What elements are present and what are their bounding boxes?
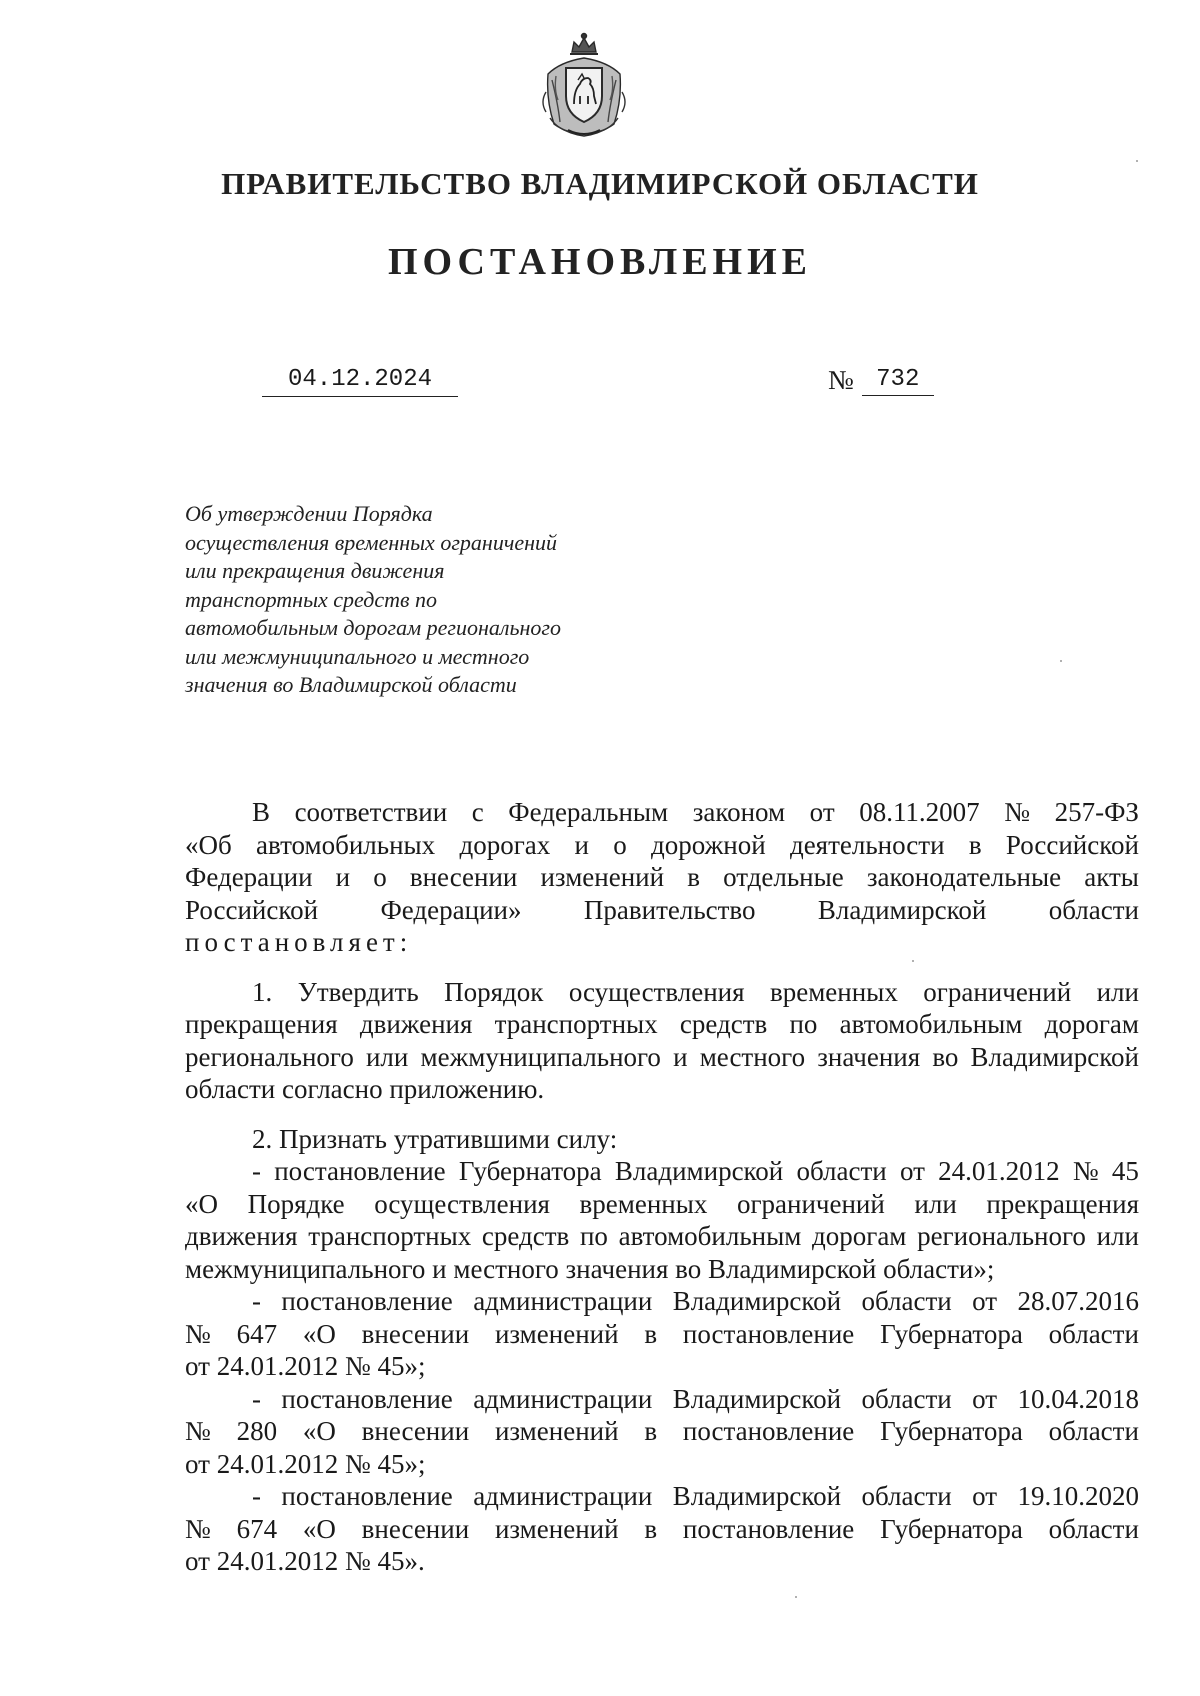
paragraph-line: В соответствии с Федеральным законом от 08.11.2007 № 257-ФЗ xyxy=(252,797,1139,827)
subject-line: автомобильным дорогам регионального xyxy=(185,615,561,640)
paragraph-line: № 674 «О внесении изменений в постановление Губернатора области xyxy=(185,1513,1139,1544)
number-sign: № xyxy=(828,365,854,395)
paragraph-line: «Об автомобильных дорогах и о дорожной деятельности в Российской xyxy=(185,829,1139,860)
number-value: 732 xyxy=(862,365,934,396)
item-2-paragraph xyxy=(185,1123,1139,1578)
subject-line: или межмуниципального и местного xyxy=(185,643,530,669)
paragraph-line: - постановление администрации Владимирской области от 10.04.2018 xyxy=(252,1383,1139,1414)
paragraph-line: Федерации и о внесении изменений в отдельные законодательные акты xyxy=(185,862,1139,892)
paragraph-line: движения транспортных средств по автомобильным дорогам регионального или xyxy=(185,1221,1139,1251)
organization-title: ПРАВИТЕЛЬСТВО ВЛАДИМИРСКОЙ ОБЛАСТИ xyxy=(221,166,979,201)
paragraph-line: области согласно приложению. xyxy=(185,1074,545,1104)
paragraph-line: от 24.01.2012 № 45»; xyxy=(185,1351,426,1381)
document-type-title: ПОСТАНОВЛЕНИЕ xyxy=(387,241,813,283)
repealed-act xyxy=(185,1285,1139,1383)
repealed-act xyxy=(185,1480,1139,1578)
paragraph-line: - постановление Губернатора Владимирской области от 24.01.2012 № 45 xyxy=(252,1156,1139,1186)
paragraph-line: - постановление администрации Владимирской области от 28.07.2016 xyxy=(252,1286,1139,1316)
paragraph-line: 1. Утвердить Порядок осуществления временных ограничений или xyxy=(252,976,1139,1007)
paragraph-line: регионального или межмуниципального и местного значения во Владимирской xyxy=(185,1041,1139,1072)
coat-of-arms-emblem xyxy=(538,30,630,140)
paragraph-line: прекращения движения транспортных средств по автомобильным дорогам xyxy=(185,1009,1139,1039)
item-2-heading: 2. Признать утратившими силу: xyxy=(252,1123,618,1154)
document-number xyxy=(828,362,934,396)
paragraph-line: № 280 «О внесении изменений в постановление Губернатора области xyxy=(185,1416,1139,1446)
paragraph-line: от 24.01.2012 № 45»; xyxy=(185,1448,426,1479)
paragraph-line: № 647 «О внесении изменений в постановление Губернатора области xyxy=(185,1318,1139,1349)
paragraph-line: постановляет: xyxy=(185,927,413,957)
paragraph-line: «О Порядке осуществления временных ограничений или прекращения xyxy=(185,1188,1139,1219)
subject-line: значения во Владимирской области xyxy=(185,672,517,697)
subject-line: транспортных средств по xyxy=(185,586,438,612)
paragraph-line: Российской Федерации» Правительство Владимирской области xyxy=(185,894,1139,925)
paragraph-line: от 24.01.2012 № 45». xyxy=(185,1546,425,1576)
paragraph-line: - постановление администрации Владимирской области от 19.10.2020 xyxy=(252,1481,1139,1511)
repealed-act xyxy=(185,1383,1139,1481)
document-body xyxy=(185,796,1139,1578)
item-1-paragraph xyxy=(185,976,1139,1106)
preamble-paragraph xyxy=(185,796,1139,959)
document-date: 04.12.2024 xyxy=(262,364,458,397)
subject-line: или прекращения движения xyxy=(185,558,445,583)
subject-line: осуществления временных ограничений xyxy=(185,529,557,555)
paragraph-line: межмуниципального и местного значения во Владимирской области»; xyxy=(185,1253,995,1284)
document-subject xyxy=(185,500,645,700)
repealed-act xyxy=(185,1155,1139,1285)
subject-line: Об утверждении Порядка xyxy=(185,501,433,526)
